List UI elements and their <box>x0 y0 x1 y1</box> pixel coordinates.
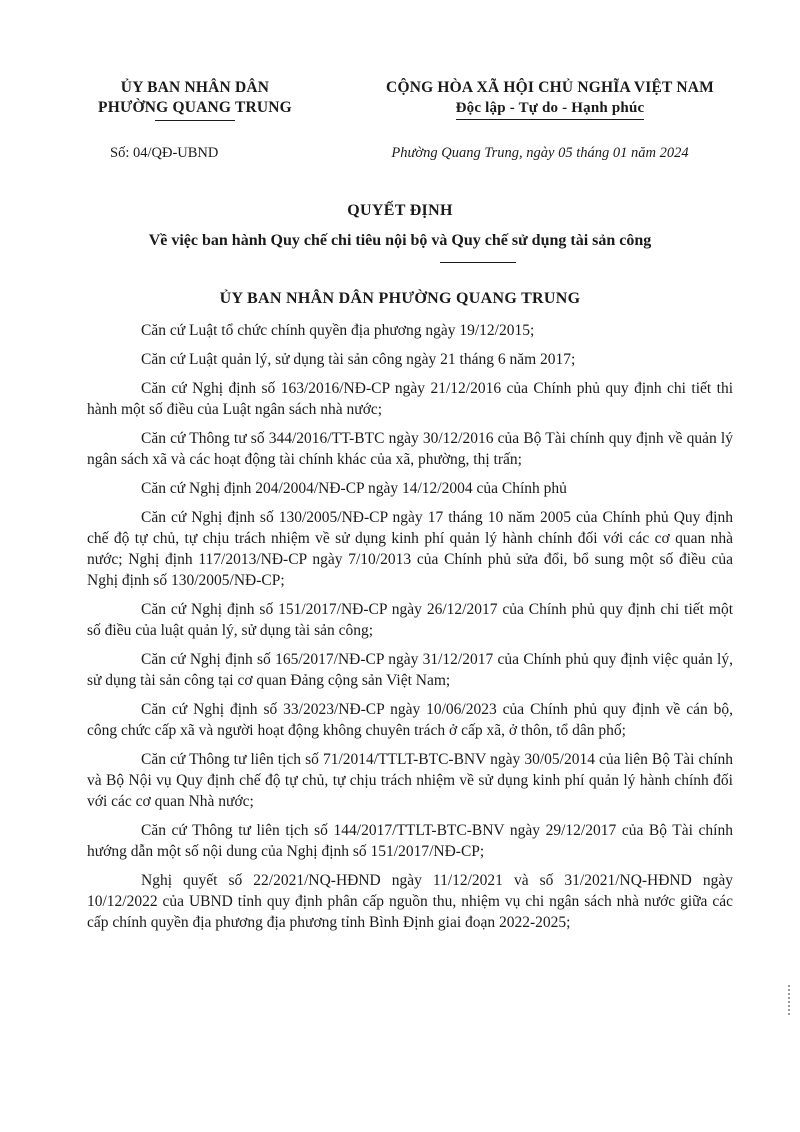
subtitle-underline <box>440 262 516 263</box>
legal-basis-paragraph: Căn cứ Thông tư liên tịch số 71/2014/TTLT-BTC-BNV ngày 30/05/2014 của liên Bộ Tài chính và Bộ Nội vụ Quy định chế độ tự chủ, tự chịu trách nhiệm về sử dụng kinh phí quản lý hành chính đối với các cơ quan Nhà nước; <box>87 751 733 810</box>
national-motto: Độc lập - Tự do - Hạnh phúc <box>456 98 645 120</box>
national-header <box>340 78 760 120</box>
issuing-authority: ỦY BAN NHÂN DÂN PHƯỜNG QUANG TRUNG <box>219 290 581 307</box>
scan-edge-mark <box>788 985 796 1015</box>
legal-basis-paragraph: Nghị quyết số 22/2021/NQ-HĐND ngày 11/12/2021 và số 31/2021/NQ-HĐND ngày 10/12/2022 của UBND tỉnh quy định phân cấp nguồn thu, nhiệm vụ chi ngân sách nhà nước giữa các cấp chính quyền địa phương địa phương tỉnh Bình Định giai đoạn 2022-2025; <box>87 872 733 931</box>
issuer-line-1: ỦY BAN NHÂN DÂN <box>120 79 270 96</box>
legal-basis-paragraph: Căn cứ Nghị định số 163/2016/NĐ-CP ngày 21/12/2016 của Chính phủ quy định chi tiết thi hành một số điều của Luật ngân sách nhà nước; <box>87 380 733 418</box>
legal-basis-paragraph: Căn cứ Thông tư liên tịch số 144/2017/TTLT-BTC-BNV ngày 29/12/2017 của Bộ Tài chính hướng dẫn một số nội dung của Nghị định số 151/2017/NĐ-CP; <box>87 822 733 860</box>
document-title: QUYẾT ĐỊNH <box>347 202 453 219</box>
document-subtitle: Về việc ban hành Quy chế chi tiêu nội bộ và Quy chế sử dụng tài sản công <box>148 232 652 249</box>
legal-basis-paragraph: Căn cứ Luật quản lý, sử dụng tài sản công ngày 21 tháng 6 năm 2017; <box>141 351 576 368</box>
legal-basis-paragraph: Căn cứ Nghị định 204/2004/NĐ-CP ngày 14/12/2004 của Chính phủ <box>141 480 567 497</box>
legal-basis-paragraph: Căn cứ Thông tư số 344/2016/TT-BTC ngày 30/12/2016 của Bộ Tài chính quy định về quản lý ngân sách xã và các hoạt động tài chính khác của xã, phường, thị trấn; <box>87 430 733 468</box>
issuer-line-2: PHƯỜNG QUANG TRUNG <box>98 99 292 116</box>
place-and-date: Phường Quang Trung, ngày 05 tháng 01 năm 2024 <box>391 145 689 161</box>
legal-basis-paragraph: Căn cứ Nghị định số 151/2017/NĐ-CP ngày 26/12/2017 của Chính phủ quy định chi tiết một số điều của luật quản lý, sử dụng tài sản công; <box>87 601 733 639</box>
issuer-underline <box>155 120 235 121</box>
legal-basis-paragraph: Căn cứ Nghị định số 33/2023/NĐ-CP ngày 10/06/2023 của Chính phủ quy định về cán bộ, công chức cấp xã và người hoạt động không chuyên trách ở cấp xã, ở thôn, tổ dân phố; <box>87 701 733 739</box>
legal-basis-paragraph: Căn cứ Luật tổ chức chính quyền địa phương ngày 19/12/2015; <box>141 322 535 339</box>
document-body <box>87 320 733 941</box>
issuer-block <box>60 78 330 121</box>
nation-name: CỘNG HÒA XÃ HỘI CHỦ NGHĨA VIỆT NAM <box>386 79 714 96</box>
legal-basis-paragraph: Căn cứ Nghị định số 130/2005/NĐ-CP ngày 17 tháng 10 năm 2005 của Chính phủ Quy định chế độ tự chủ, tự chịu trách nhiệm về sử dụng kinh phí quản lý hành chính đối với các cơ quan nhà nước; Nghị định 117/2013/NĐ-CP ngày 7/10/2013 của Chính phủ sửa đổi, bổ sung một số điều của Nghị định số 130/2005/NĐ-CP; <box>87 509 733 589</box>
document-number: Số: 04/QĐ-UBND <box>110 145 219 161</box>
legal-basis-paragraph: Căn cứ Nghị định số 165/2017/NĐ-CP ngày 31/12/2017 của Chính phủ quy định việc quản lý, sử dụng tài sản công tại cơ quan Đảng cộng sản Việt Nam; <box>87 651 733 689</box>
